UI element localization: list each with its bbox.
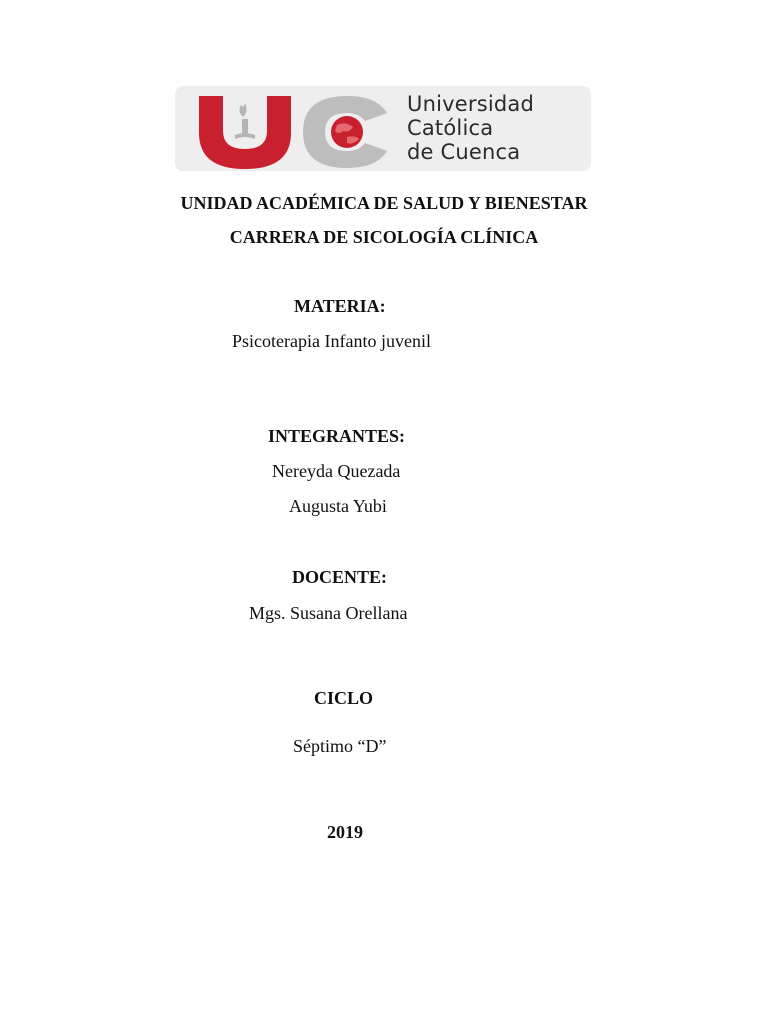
teacher-value: Mgs. Susana Orellana xyxy=(249,603,408,623)
academic-unit-title: UNIDAD ACADÉMICA DE SALUD Y BIENESTAR xyxy=(180,193,588,213)
university-name xyxy=(407,92,534,164)
teacher-label: DOCENTE: xyxy=(292,567,388,587)
subject-value: Psicoterapia Infanto juvenil xyxy=(232,331,431,351)
logo-line-1: Universidad xyxy=(407,92,535,116)
career-title: CARRERA DE SICOLOGÍA CLÍNICA xyxy=(229,227,539,247)
year: 2019 xyxy=(327,822,363,842)
uc-monogram-icon xyxy=(197,91,397,169)
logo-line-3: de Cuenca xyxy=(407,140,521,164)
logo-line-2: Católica xyxy=(407,116,494,140)
subject-label: MATERIA: xyxy=(294,296,386,316)
member-name: Augusta Yubi xyxy=(289,496,387,516)
member-name: Nereyda Quezada xyxy=(272,461,401,481)
cycle-value: Séptimo “D” xyxy=(293,736,387,756)
university-logo xyxy=(175,86,591,171)
members-label: INTEGRANTES: xyxy=(268,426,406,446)
cycle-label: CICLO xyxy=(314,688,374,708)
